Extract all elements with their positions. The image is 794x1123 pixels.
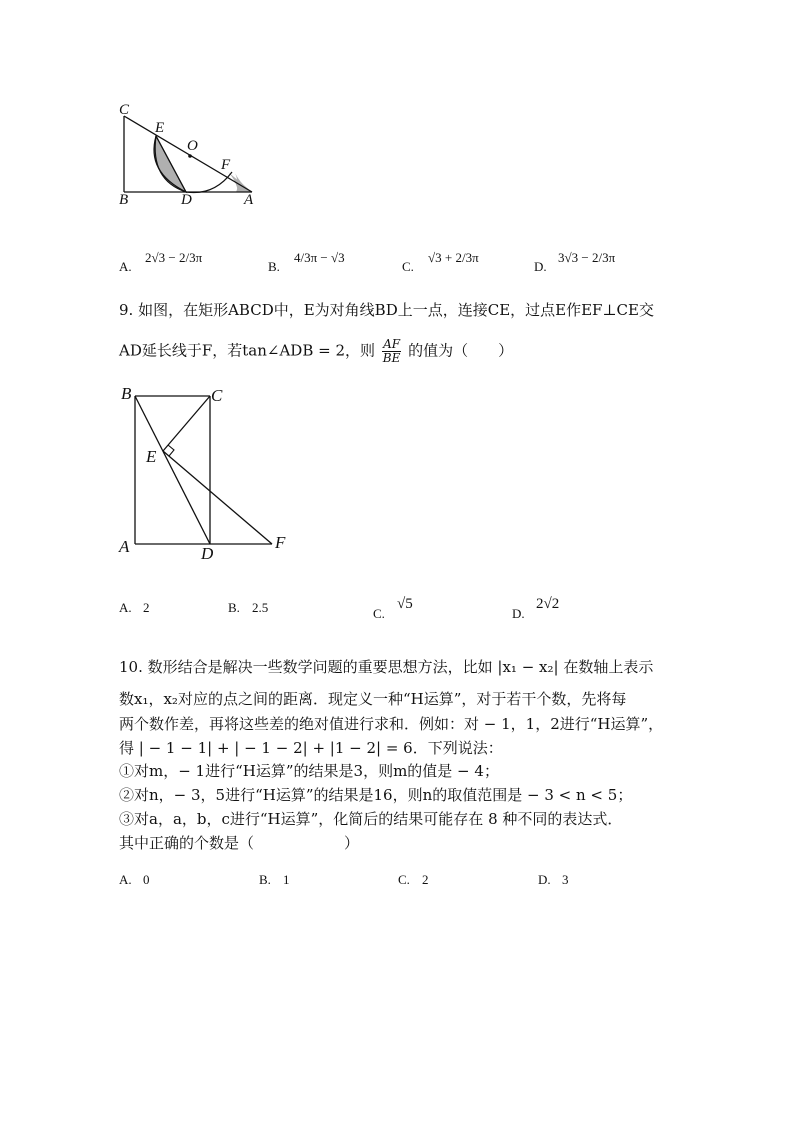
- q9-label-e: E: [146, 447, 157, 466]
- q9-segment-ce: [163, 396, 210, 451]
- q8-label-f: F: [221, 157, 231, 173]
- q10-option-c-expr: 2: [422, 872, 429, 887]
- q9-right-angle-mark: [168, 445, 174, 456]
- q8-option-b-expr: 4/3π − √3: [294, 250, 345, 265]
- q9-option-d-expr: 2√2: [536, 596, 560, 612]
- q8-label-a: A: [244, 192, 254, 208]
- q10-stem-line4: 得 | − 1 − 1| + | − 1 − 2| + |1 − 2| = 6．下列说法：: [119, 739, 503, 757]
- q8-shaded-region-right-fill: [228, 172, 252, 192]
- q10-statement-1: ①对m，− 1进行“H运算”的结果是3，则m的值是 − 4；: [119, 762, 499, 780]
- q9-stem-line2: [119, 338, 513, 365]
- q9-fraction: [382, 338, 402, 365]
- q8-label-e: E: [155, 120, 165, 136]
- q10-question: 其中正确的个数是（ ）: [119, 834, 360, 852]
- q9-option-c-letter: C.: [373, 606, 385, 621]
- q10-option-c-letter: C.: [398, 872, 410, 887]
- q9-segment-ef: [163, 451, 272, 544]
- q9-stem-line2-a: AD延长线于F，若tan∠ADB = 2，则: [119, 341, 375, 360]
- q9-option-b-letter: B.: [228, 600, 240, 615]
- q10-option-a-expr: 0: [143, 872, 150, 887]
- q8-option-b-letter: B.: [268, 259, 280, 274]
- q9-label-c: C: [211, 386, 223, 405]
- q9-stem-line1: 9. 如图，在矩形ABCD中，E为对角线BD上一点，连接CE，过点E作EF⊥CE交: [119, 301, 654, 319]
- q9-label-a: A: [119, 537, 130, 556]
- q9-fraction-denominator: BE: [382, 351, 401, 365]
- q8-label-b: B: [119, 192, 129, 208]
- q8-option-a-expr: 2√3 − 2/3π: [145, 250, 203, 265]
- q10-stem-line3: 两个数作差，再将这些差的绝对值进行求和．例如：对 − 1，1，2进行“H运算”，: [119, 715, 664, 733]
- q9-figure: [115, 380, 295, 565]
- q8-label-c: C: [119, 102, 130, 118]
- q9-label-d: D: [201, 544, 214, 563]
- q9-option-c-expr: √5: [397, 596, 413, 612]
- q9-option-d-letter: D.: [512, 606, 525, 621]
- q10-stem-line2: 数x₁，x₂对应的点之间的距离．现定义一种“H运算”，对于若干个数，先将每: [119, 690, 627, 708]
- q9-option-a-letter: A.: [119, 600, 132, 615]
- q10-statement-3: ③对a，a，b，c进行“H运算”，化简后的结果可能存在 8 种不同的表达式．: [119, 810, 623, 828]
- q9-label-f: F: [275, 533, 286, 552]
- q8-figure: [110, 100, 280, 210]
- q10-option-b-expr: 1: [283, 872, 290, 887]
- q9-segment-bd: [135, 396, 210, 544]
- q8-option-d-expr: 3√3 − 2/3π: [558, 250, 616, 265]
- q9-option-b-expr: 2.5: [252, 600, 269, 615]
- q8-option-d-letter: D.: [534, 259, 547, 274]
- q10-option-d-letter: D.: [538, 872, 551, 887]
- q8-option-c-letter: C.: [402, 259, 414, 274]
- q8-label-d: D: [181, 192, 192, 208]
- q9-label-b: B: [121, 384, 132, 403]
- q9-stem-line2-b: 的值为（ ）: [408, 341, 514, 360]
- q10-statement-2: ②对n，− 3，5进行“H运算”的结果是16，则n的取值范围是 − 3 < n < 5；: [119, 786, 633, 804]
- q8-option-c-expr: √3 + 2/3π: [428, 250, 479, 265]
- q9-option-a-expr: 2: [143, 600, 150, 615]
- q10-option-d-expr: 3: [562, 872, 569, 887]
- q10-option-b-letter: B.: [259, 872, 271, 887]
- q9-fraction-numerator: AF: [383, 337, 401, 351]
- q8-option-a-letter: A.: [119, 259, 132, 274]
- q10-option-a-letter: A.: [119, 872, 132, 887]
- q8-label-o: O: [187, 138, 198, 154]
- q10-stem-line1: 10. 数形结合是解决一些数学问题的重要思想方法，比如 |x₁ − x₂| 在数轴上表示: [119, 658, 654, 676]
